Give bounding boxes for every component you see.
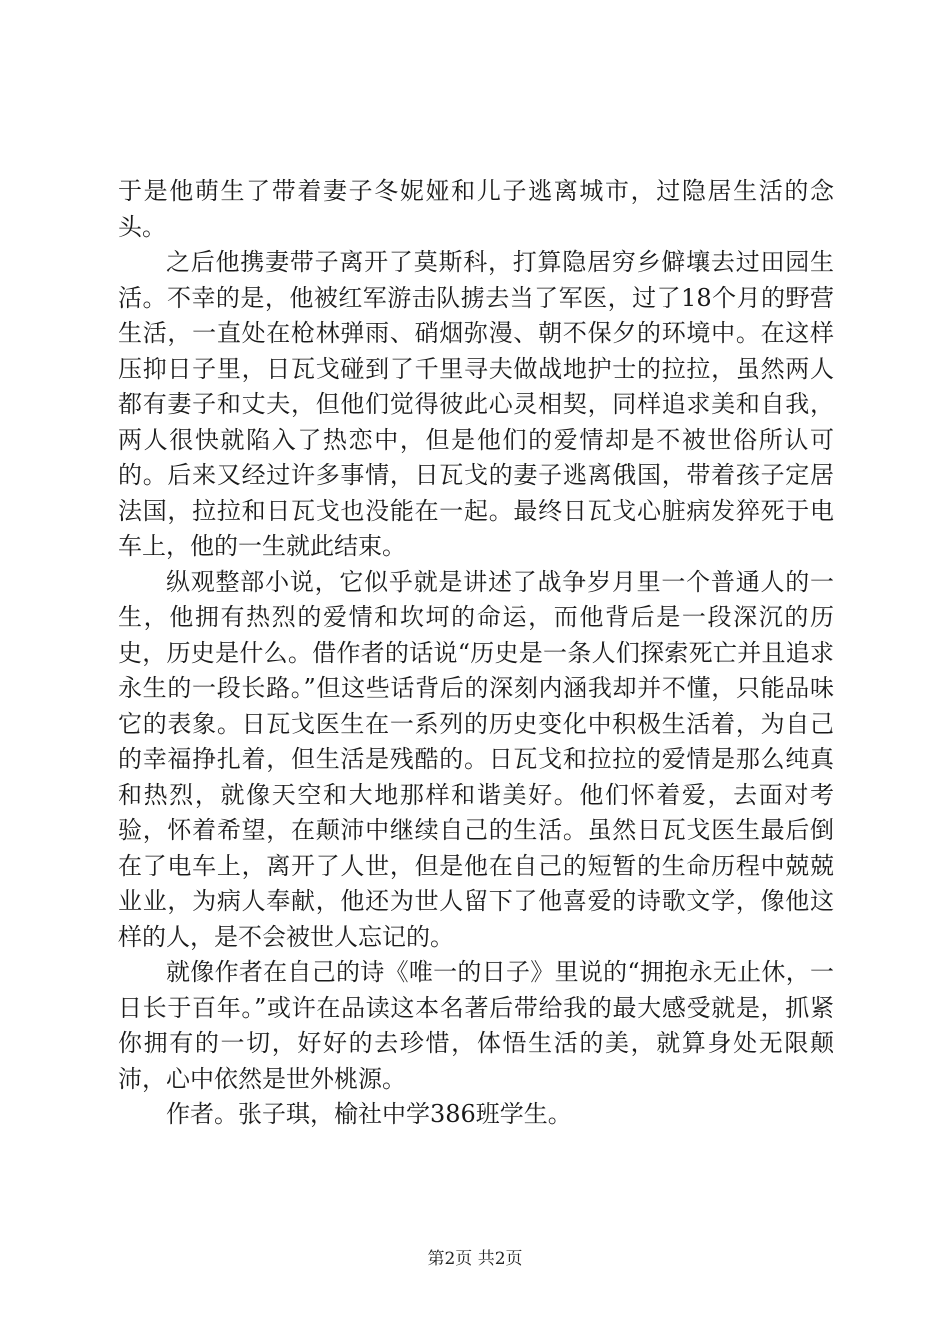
paragraph-author-info: 作者。张子琪，榆社中学386班学生。 bbox=[166, 1100, 572, 1128]
paragraph-reflection: 纵观整部小说，它似乎就是讲述了战争岁月里一个普通人的一生，他拥有热烈的爱情和坎坷的命运，而他背后是一段深沉的历史，历史是什么。借作者的话说“历史是一条人们探索死亡并且追求永生的一段长路。”但这些话背后的深刻内涵我却并不懂，只能品味它的表象。日瓦戈医生在一系列的历史变化中积极生活着，为自己的幸福挣扎着，但生活是残酷的。日瓦戈和拉拉的爱情是那么纯真和热烈，就像天空和大地那样和谐美好。他们怀着爱，去面对考验，怀着希望，在颠沛中继续自己的生活。虽然日瓦戈医生最后倒在了电车上，离开了人世，但是他在自己的短暂的生命历程中兢兢业业，为病人奉献，他还为世人留下了他喜爱的诗歌文学，像他这样的人，是不会被世人忘记的。 bbox=[118, 567, 834, 951]
document-body bbox=[118, 174, 834, 1133]
page-number-footer: 第2页 共2页 bbox=[427, 1249, 523, 1269]
paragraph-conclusion: 就像作者在自己的诗《唯一的日子》里说的“拥抱永无止休，一日长于百年。”或许在品读这本名著后带给我的最大感受就是，抓紧你拥有的一切，好好的去珍惜，体悟生活的美，就算身处无限颠沛，心中依然是世外桃源。 bbox=[118, 958, 834, 1093]
paragraph-continuation: 于是他萌生了带着妻子冬妮娅和儿子逃离城市，过隐居生活的念头。 bbox=[118, 177, 834, 241]
paragraph-story-summary: 之后他携妻带子离开了莫斯科，打算隐居穷乡僻壤去过田园生活。不幸的是，他被红军游击队掳去当了军医，过了18个月的野营生活，一直处在枪林弹雨、硝烟弥漫、朝不保夕的环境中。在这样压抑日子里，日瓦戈碰到了千里寻夫做战地护士的拉拉，虽然两人都有妻子和丈夫，但他们觉得彼此心灵相契，同样追求美和自我，两人很快就陷入了热恋中，但是他们的爱情却是不被世俗所认可的。后来又经过许多事情，日瓦戈的妻子逃离俄国，带着孩子定居法国，拉拉和日瓦戈也没能在一起。最终日瓦戈心脏病发猝死于电车上，他的一生就此结束。 bbox=[118, 248, 834, 560]
